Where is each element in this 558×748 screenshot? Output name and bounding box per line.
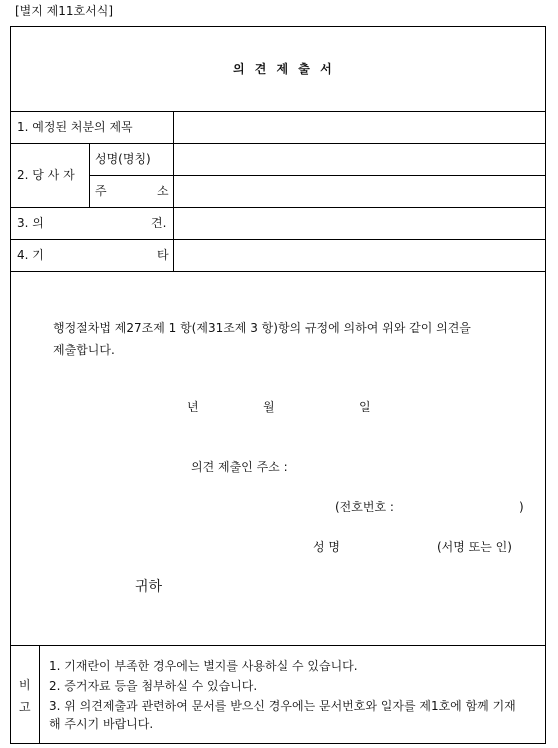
divider (11, 207, 545, 208)
divider (11, 111, 545, 112)
divider (11, 143, 545, 144)
date-day: 일 (359, 400, 371, 414)
submitter-address-label: 의견 제출인 주소 : (191, 460, 288, 474)
remarks-label-2: 고 (19, 700, 31, 714)
party-name-label: 성명(명칭) (95, 152, 151, 166)
remark-item-2: 2. 증거자료 등을 첨부하실 수 있습니다. (49, 679, 258, 693)
opinion-label-1: 3. 의 (17, 216, 44, 230)
other-label-2: 타 (157, 248, 169, 262)
statement-text: 행정절차법 제27조제 1 항(제31조제 3 항)항의 규정에 의하여 위와 같이 의견을 제출합니다. (53, 321, 471, 357)
divider (11, 645, 545, 646)
remark-item-3: 3. 위 의견제출과 관련하여 문서를 받으신 경우에는 문서번호와 일자를 제1호에 함께 기재해 주시기 바랍니다. (49, 699, 516, 731)
form-label: [별지 제11호서식] (15, 4, 113, 18)
remarks-label-1: 비 (19, 678, 31, 692)
remark-item-1: 1. 기재란이 부족한 경우에는 별지를 사용하실 수 있습니다. (49, 659, 358, 673)
divider (11, 271, 545, 272)
opinion-label-2: 견. (151, 216, 167, 230)
party-address-label-1: 주 (95, 184, 107, 198)
divider (89, 143, 90, 207)
page-title: 의 견 제 출 서 (233, 62, 335, 76)
name-label: 성 명 (313, 540, 340, 554)
signature-label: (서명 또는 인) (437, 540, 512, 554)
subject-label: 1. 예정된 처분의 제목 (17, 120, 133, 134)
divider (173, 111, 174, 271)
party-address-label-2: 소 (157, 184, 169, 198)
divider (11, 239, 545, 240)
recipient-label: 귀하 (135, 579, 163, 595)
divider (89, 175, 545, 176)
date-month: 월 (263, 400, 275, 414)
party-label: 2. 당 사 자 (17, 168, 75, 182)
phone-label: (전호번호 : (335, 500, 394, 514)
form-frame (10, 26, 546, 744)
divider (39, 645, 40, 743)
phone-close: ) (519, 500, 524, 514)
date-year: 년 (187, 400, 199, 414)
other-label-1: 4. 기 (17, 248, 44, 262)
